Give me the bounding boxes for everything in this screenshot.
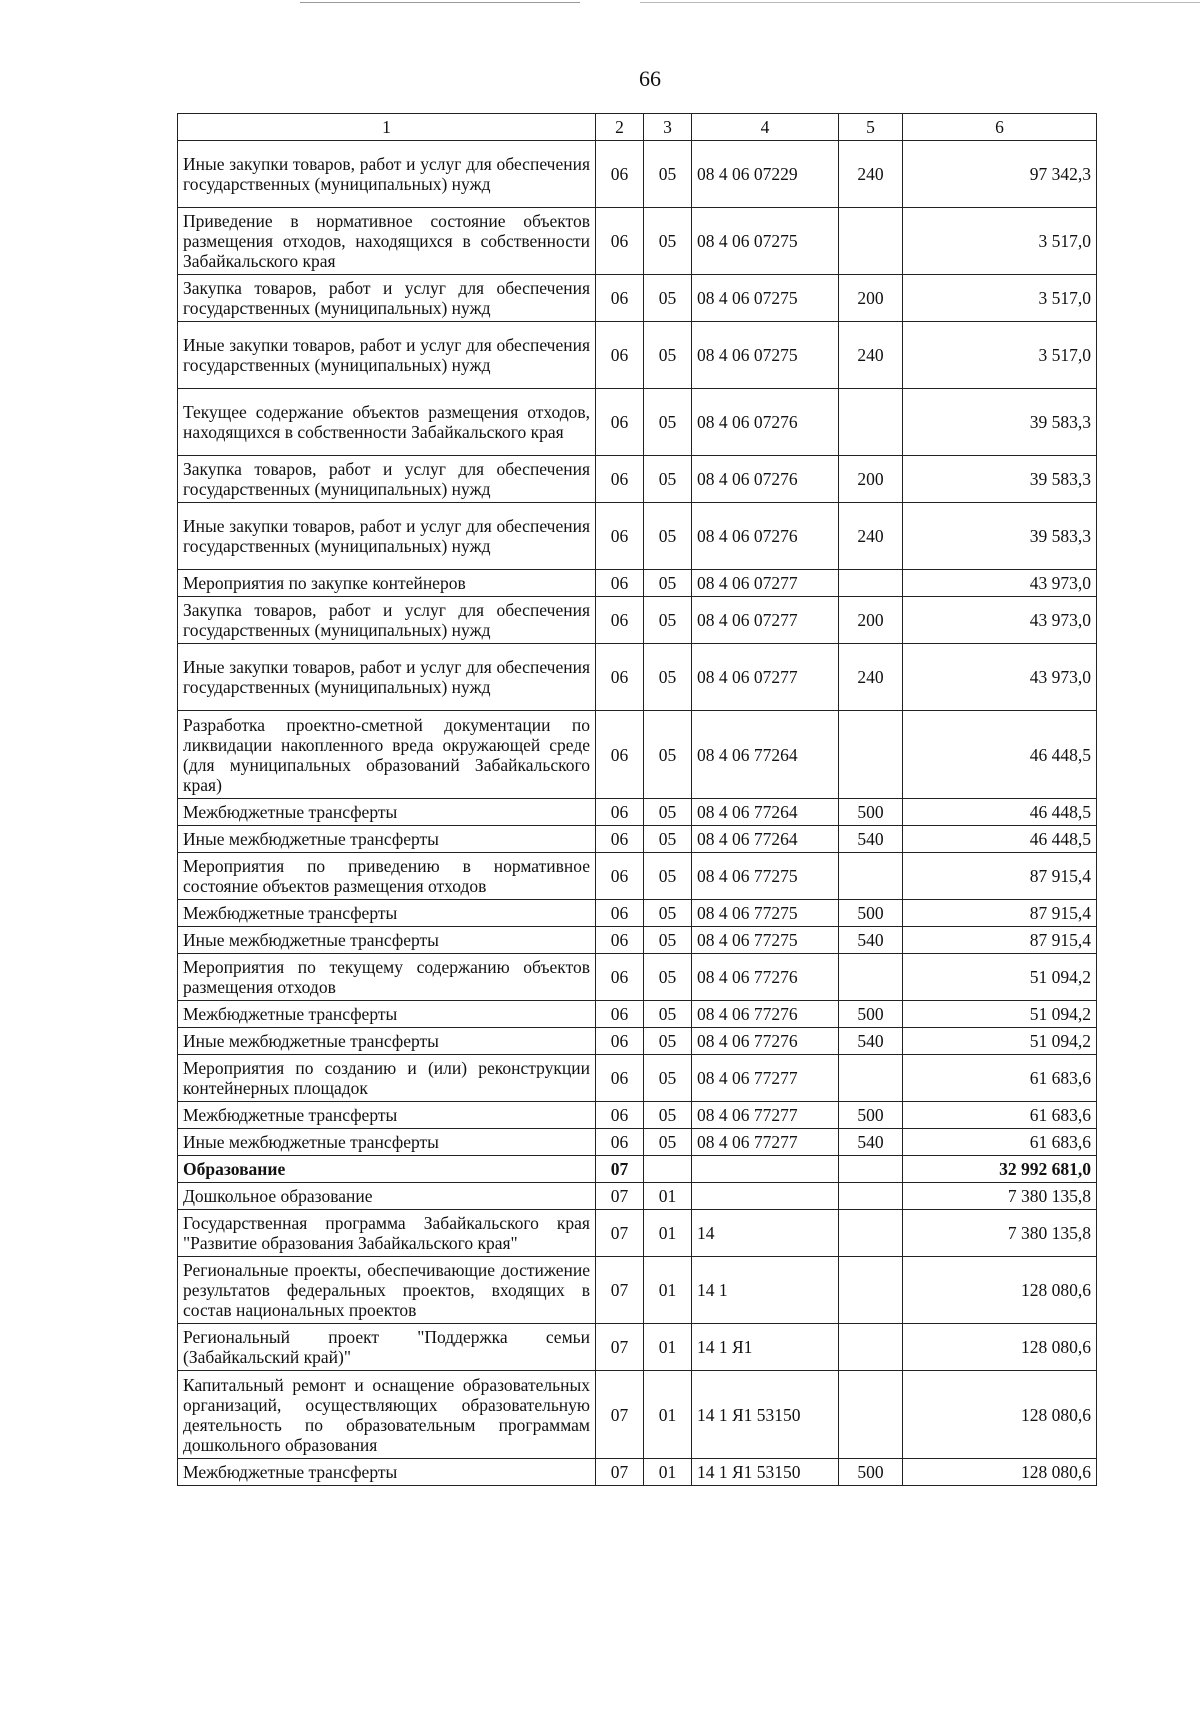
header-col-6: 6 [903,114,1097,141]
row-name-cell: Иные межбюджетные трансферты [178,1129,596,1156]
row-name-cell: Мероприятия по закупке контейнеров [178,570,596,597]
row-amount-cell: 46 448,5 [903,711,1097,799]
table-header-row [178,114,1097,141]
row-expense-type-cell [839,1156,903,1183]
table-row [178,1210,1097,1257]
row-subsection-cell: 05 [644,141,692,208]
row-subsection-cell: 05 [644,853,692,900]
row-amount-cell: 51 094,2 [903,1001,1097,1028]
row-amount-cell: 87 915,4 [903,927,1097,954]
row-amount-cell: 87 915,4 [903,900,1097,927]
row-target-code-cell: 08 4 06 77275 [692,853,839,900]
row-subsection-cell: 01 [644,1324,692,1371]
row-amount-cell: 46 448,5 [903,826,1097,853]
row-expense-type-cell [839,1183,903,1210]
row-section-cell: 07 [596,1371,644,1459]
row-amount-cell: 128 080,6 [903,1371,1097,1459]
row-subsection-cell: 05 [644,1129,692,1156]
row-subsection-cell: 01 [644,1257,692,1324]
row-subsection-cell: 05 [644,927,692,954]
row-subsection-cell: 05 [644,644,692,711]
row-subsection-cell: 05 [644,570,692,597]
table-row [178,927,1097,954]
row-name-cell: Межбюджетные трансферты [178,799,596,826]
row-target-code-cell [692,1156,839,1183]
row-expense-type-cell: 500 [839,900,903,927]
row-amount-cell: 43 973,0 [903,597,1097,644]
table-row [178,900,1097,927]
row-target-code-cell: 08 4 06 07277 [692,597,839,644]
row-name-cell: Закупка товаров, работ и услуг для обеспечения государственных (муниципальных) нужд [178,275,596,322]
row-section-cell: 06 [596,503,644,570]
table-row [178,456,1097,503]
table-body [178,141,1097,1486]
row-target-code-cell: 14 1 Я1 53150 [692,1459,839,1486]
row-expense-type-cell: 500 [839,799,903,826]
row-subsection-cell: 05 [644,389,692,456]
row-section-cell: 06 [596,322,644,389]
row-target-code-cell: 08 4 06 77275 [692,900,839,927]
table-row [178,954,1097,1001]
row-name-cell: Межбюджетные трансферты [178,1102,596,1129]
row-target-code-cell: 08 4 06 77264 [692,799,839,826]
row-name-cell: Образование [178,1156,596,1183]
row-name-cell: Иные закупки товаров, работ и услуг для обеспечения государственных (муниципальных) нужд [178,503,596,570]
header-col-1: 1 [178,114,596,141]
row-target-code-cell: 08 4 06 77276 [692,954,839,1001]
row-name-cell: Мероприятия по текущему содержанию объектов размещения отходов [178,954,596,1001]
row-section-cell: 06 [596,711,644,799]
row-name-cell: Мероприятия по приведению в нормативное состояние объектов размещения отходов [178,853,596,900]
row-subsection-cell: 05 [644,711,692,799]
row-expense-type-cell: 240 [839,141,903,208]
row-expense-type-cell [839,1371,903,1459]
row-amount-cell: 51 094,2 [903,1028,1097,1055]
row-amount-cell: 7 380 135,8 [903,1210,1097,1257]
row-expense-type-cell: 540 [839,826,903,853]
row-name-cell: Иные закупки товаров, работ и услуг для обеспечения государственных (муниципальных) нужд [178,141,596,208]
header-col-2: 2 [596,114,644,141]
table-row [178,1129,1097,1156]
row-target-code-cell: 08 4 06 07229 [692,141,839,208]
row-subsection-cell: 05 [644,275,692,322]
row-section-cell: 06 [596,799,644,826]
row-expense-type-cell [839,1055,903,1102]
scan-top-rule [640,2,1200,3]
row-subsection-cell: 05 [644,456,692,503]
row-name-cell: Разработка проектно-сметной документации по ликвидации накопленного вреда окружающей среде (для муниципальных образований Забайкальского края) [178,711,596,799]
row-section-cell: 07 [596,1210,644,1257]
row-section-cell: 07 [596,1183,644,1210]
row-expense-type-cell [839,954,903,1001]
row-target-code-cell: 08 4 06 07277 [692,644,839,711]
row-target-code-cell [692,1183,839,1210]
row-subsection-cell: 01 [644,1210,692,1257]
row-expense-type-cell [839,1324,903,1371]
row-expense-type-cell [839,853,903,900]
row-target-code-cell: 14 1 Я1 53150 [692,1371,839,1459]
row-section-cell: 06 [596,389,644,456]
row-amount-cell: 43 973,0 [903,570,1097,597]
row-expense-type-cell [839,1210,903,1257]
row-expense-type-cell: 500 [839,1001,903,1028]
table-row [178,141,1097,208]
row-expense-type-cell: 200 [839,597,903,644]
table-row [178,1459,1097,1486]
row-subsection-cell: 05 [644,954,692,1001]
row-section-cell: 06 [596,900,644,927]
row-name-cell: Закупка товаров, работ и услуг для обеспечения государственных (муниципальных) нужд [178,597,596,644]
row-amount-cell: 61 683,6 [903,1055,1097,1102]
table-row [178,1156,1097,1183]
row-subsection-cell: 05 [644,1001,692,1028]
table-row [178,799,1097,826]
row-amount-cell: 3 517,0 [903,322,1097,389]
row-expense-type-cell: 200 [839,275,903,322]
row-expense-type-cell [839,389,903,456]
row-name-cell: Мероприятия по созданию и (или) реконструкции контейнерных площадок [178,1055,596,1102]
row-name-cell: Межбюджетные трансферты [178,1459,596,1486]
row-subsection-cell: 05 [644,826,692,853]
row-target-code-cell: 14 1 Я1 [692,1324,839,1371]
row-subsection-cell: 05 [644,322,692,389]
row-amount-cell: 7 380 135,8 [903,1183,1097,1210]
table-row [178,1102,1097,1129]
row-section-cell: 06 [596,1028,644,1055]
row-name-cell: Межбюджетные трансферты [178,900,596,927]
row-target-code-cell: 08 4 06 07276 [692,503,839,570]
row-section-cell: 06 [596,456,644,503]
row-subsection-cell: 05 [644,799,692,826]
row-target-code-cell: 08 4 06 07277 [692,570,839,597]
row-target-code-cell: 08 4 06 77264 [692,826,839,853]
header-col-3: 3 [644,114,692,141]
row-section-cell: 06 [596,853,644,900]
table-row [178,570,1097,597]
row-target-code-cell: 08 4 06 77277 [692,1129,839,1156]
row-section-cell: 06 [596,826,644,853]
row-expense-type-cell: 540 [839,1028,903,1055]
row-name-cell: Иные закупки товаров, работ и услуг для обеспечения государственных (муниципальных) нужд [178,322,596,389]
row-name-cell: Текущее содержание объектов размещения отходов, находящихся в собственности Забайкальского края [178,389,596,456]
row-section-cell: 06 [596,1129,644,1156]
table-row [178,322,1097,389]
header-col-4: 4 [692,114,839,141]
row-section-cell: 07 [596,1324,644,1371]
row-target-code-cell: 08 4 06 77275 [692,927,839,954]
table-row [178,1324,1097,1371]
row-target-code-cell: 14 1 [692,1257,839,1324]
budget-table [177,113,1097,1486]
table-row [178,208,1097,275]
row-target-code-cell: 08 4 06 77264 [692,711,839,799]
row-section-cell: 06 [596,927,644,954]
row-amount-cell: 3 517,0 [903,208,1097,275]
row-amount-cell: 43 973,0 [903,644,1097,711]
table-row [178,1257,1097,1324]
row-amount-cell: 39 583,3 [903,503,1097,570]
row-name-cell: Региональный проект "Поддержка семьи (Забайкальский край)" [178,1324,596,1371]
table-row [178,1001,1097,1028]
row-amount-cell: 128 080,6 [903,1324,1097,1371]
table-row [178,597,1097,644]
row-expense-type-cell: 200 [839,456,903,503]
row-target-code-cell: 08 4 06 07276 [692,389,839,456]
row-name-cell: Иные межбюджетные трансферты [178,927,596,954]
row-expense-type-cell [839,711,903,799]
table-row [178,853,1097,900]
table-row [178,1183,1097,1210]
row-subsection-cell: 05 [644,597,692,644]
row-section-cell: 06 [596,644,644,711]
row-amount-cell: 61 683,6 [903,1129,1097,1156]
table-row [178,826,1097,853]
row-section-cell: 06 [596,954,644,1001]
row-amount-cell: 51 094,2 [903,954,1097,1001]
row-amount-cell: 46 448,5 [903,799,1097,826]
row-amount-cell: 39 583,3 [903,389,1097,456]
row-amount-cell: 39 583,3 [903,456,1097,503]
row-expense-type-cell [839,1257,903,1324]
row-section-cell: 07 [596,1257,644,1324]
row-subsection-cell: 01 [644,1183,692,1210]
row-section-cell: 06 [596,570,644,597]
row-amount-cell: 32 992 681,0 [903,1156,1097,1183]
row-section-cell: 06 [596,208,644,275]
row-name-cell: Приведение в нормативное состояние объектов размещения отходов, находящихся в собственности Забайкальского края [178,208,596,275]
row-subsection-cell: 01 [644,1371,692,1459]
row-expense-type-cell [839,208,903,275]
table-row [178,1371,1097,1459]
row-target-code-cell: 08 4 06 77276 [692,1028,839,1055]
table-row [178,711,1097,799]
row-subsection-cell: 05 [644,1102,692,1129]
row-subsection-cell: 01 [644,1459,692,1486]
row-subsection-cell: 05 [644,1055,692,1102]
row-subsection-cell: 05 [644,1028,692,1055]
row-section-cell: 06 [596,141,644,208]
row-target-code-cell: 08 4 06 07275 [692,275,839,322]
row-target-code-cell: 08 4 06 07275 [692,208,839,275]
row-subsection-cell: 05 [644,503,692,570]
row-amount-cell: 128 080,6 [903,1459,1097,1486]
table-row [178,1055,1097,1102]
row-name-cell: Государственная программа Забайкальского края "Развитие образования Забайкальского края" [178,1210,596,1257]
row-target-code-cell: 08 4 06 07275 [692,322,839,389]
row-amount-cell: 97 342,3 [903,141,1097,208]
page-number: 66 [639,66,661,91]
row-subsection-cell: 05 [644,900,692,927]
row-section-cell: 07 [596,1459,644,1486]
row-name-cell: Закупка товаров, работ и услуг для обеспечения государственных (муниципальных) нужд [178,456,596,503]
row-amount-cell: 87 915,4 [903,853,1097,900]
table-row [178,1028,1097,1055]
table-row [178,275,1097,322]
row-target-code-cell: 08 4 06 07276 [692,456,839,503]
row-section-cell: 06 [596,1001,644,1028]
row-name-cell: Иные межбюджетные трансферты [178,1028,596,1055]
table-row [178,503,1097,570]
row-amount-cell: 61 683,6 [903,1102,1097,1129]
row-expense-type-cell: 500 [839,1102,903,1129]
row-name-cell: Дошкольное образование [178,1183,596,1210]
row-section-cell: 06 [596,597,644,644]
row-expense-type-cell [839,570,903,597]
row-amount-cell: 3 517,0 [903,275,1097,322]
row-expense-type-cell: 240 [839,503,903,570]
row-section-cell: 06 [596,1102,644,1129]
row-expense-type-cell: 240 [839,644,903,711]
row-expense-type-cell: 540 [839,927,903,954]
header-col-5: 5 [839,114,903,141]
row-section-cell: 06 [596,1055,644,1102]
row-subsection-cell [644,1156,692,1183]
row-name-cell: Иные межбюджетные трансферты [178,826,596,853]
row-name-cell: Региональные проекты, обеспечивающие достижение результатов федеральных проектов, входящих в состав национальных проектов [178,1257,596,1324]
row-name-cell: Капитальный ремонт и оснащение образовательных организаций, осуществляющих образовательную деятельность по образовательным программам дошкольного образования [178,1371,596,1459]
row-target-code-cell: 08 4 06 77277 [692,1055,839,1102]
row-target-code-cell: 08 4 06 77277 [692,1102,839,1129]
row-target-code-cell: 08 4 06 77276 [692,1001,839,1028]
table-row [178,389,1097,456]
row-amount-cell: 128 080,6 [903,1257,1097,1324]
row-expense-type-cell: 240 [839,322,903,389]
scan-top-rule [300,2,580,3]
row-name-cell: Иные закупки товаров, работ и услуг для обеспечения государственных (муниципальных) нужд [178,644,596,711]
row-target-code-cell: 14 [692,1210,839,1257]
row-expense-type-cell: 500 [839,1459,903,1486]
row-subsection-cell: 05 [644,208,692,275]
row-section-cell: 07 [596,1156,644,1183]
table-row [178,644,1097,711]
row-name-cell: Межбюджетные трансферты [178,1001,596,1028]
row-section-cell: 06 [596,275,644,322]
row-expense-type-cell: 540 [839,1129,903,1156]
